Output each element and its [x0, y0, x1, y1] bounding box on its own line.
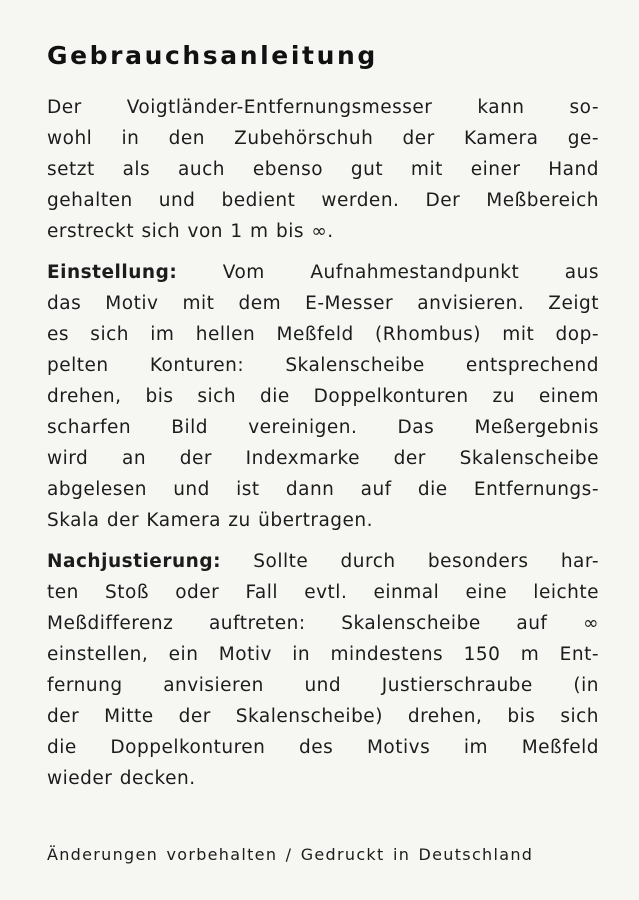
section-heading-einstellung: Einstellung: — [47, 262, 178, 283]
text-line: die Doppelkonturen des Motivs im Meßfeld — [47, 737, 599, 758]
text-line: ten Stoß oder Fall evtl. einmal eine leichte — [47, 582, 599, 603]
section-heading-nachjustierung: Nachjustierung: — [47, 551, 221, 572]
text-line: wohl in den Zubehörschuh der Kamera ge- — [47, 128, 599, 149]
page-title: Gebrauchsanleitung — [47, 41, 378, 70]
text-line: drehen, bis sich die Doppelkonturen zu einem — [47, 386, 599, 407]
text-line: Skala der Kamera zu übertragen. — [47, 510, 374, 531]
text-line: abgelesen und ist dann auf die Entfernungs- — [47, 479, 599, 500]
text-line: wieder decken. — [47, 768, 196, 789]
footer-note: Änderungen vorbehalten / Gedruckt in Deutschland — [47, 845, 534, 864]
text-line: setzt als auch ebenso gut mit einer Hand — [47, 159, 599, 180]
text-line: Meßdifferenz auftreten: Skalenscheibe auf ∞ — [47, 613, 599, 634]
text-line: der Mitte der Skalenscheibe) drehen, bis sich — [47, 706, 599, 727]
intro-paragraph — [47, 92, 599, 247]
text-line: pelten Konturen: Skalenscheibe entsprechend — [47, 355, 599, 376]
text-fragment: Vom Aufnahmestandpunkt aus — [222, 262, 599, 283]
text-line-first — [47, 257, 599, 288]
text-line: erstreckt sich von 1 m bis ∞. — [47, 221, 334, 242]
text-line: einstellen, ein Motiv in mindestens 150 m Ent- — [47, 644, 599, 665]
text-line: gehalten und bedient werden. Der Meßbereich — [47, 190, 599, 211]
text-line: das Motiv mit dem E-Messer anvisieren. Zeigt — [47, 293, 599, 314]
einstellung-paragraph — [47, 257, 599, 536]
nachjustierung-paragraph — [47, 546, 599, 794]
text-fragment: Sollte durch besonders har- — [253, 551, 599, 572]
text-line: es sich im hellen Meßfeld (Rhombus) mit dop- — [47, 324, 599, 345]
text-line: fernung anvisieren und Justierschraube (in — [47, 675, 599, 696]
text-line-first — [47, 546, 599, 577]
text-line: scharfen Bild vereinigen. Das Meßergebnis — [47, 417, 599, 438]
text-line: Der Voigtländer-Entfernungsmesser kann so- — [47, 97, 599, 118]
text-line: wird an der Indexmarke der Skalenscheibe — [47, 448, 599, 469]
